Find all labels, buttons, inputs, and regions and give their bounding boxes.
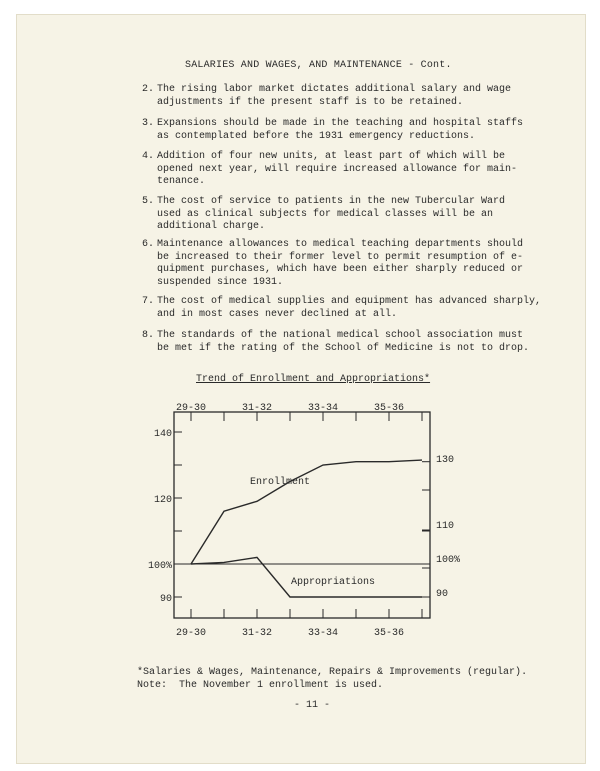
page-number: - 11 - [294,700,331,711]
enrollment-line [191,460,422,564]
bottom-tick-label: 33-34 [307,628,339,639]
chart-title: Trend of Enrollment and Appropriations* [196,374,431,385]
left-tick-label: 100% [147,561,172,572]
bottom-tick-label: 29-30 [175,628,207,639]
item-text: The rising labor market dictates additional salary and wage adjustments if the present staff is to be retained. [157,84,512,108]
item-text: The cost of medical supplies and equipment has advanced sharply, and in most cases never declined at all. [157,296,542,320]
right-tick-label: 90 [436,589,449,600]
right-tick-label: 110 [436,521,455,532]
item-text: Addition of four new units, at least part of which will be opened next year, will require increased allowance for main- tenance. [157,151,518,187]
right-tick-label: 130 [436,455,455,466]
appropriations-label: Appropriations [290,577,376,588]
top-tick-label: 29-30 [175,403,207,414]
item-text: The cost of service to patients in the new Tubercular Ward used as clinical subjects for medical classes will be an additional charge. [157,196,506,232]
top-tick-label: 35-36 [373,403,405,414]
enrollment-label: Enrollment [249,477,311,488]
bottom-tick-label: 31-32 [241,628,273,639]
right-tick-label: 100% [436,555,461,566]
item-number: 3. [142,118,155,129]
item-number: 7. [142,296,155,307]
left-tick-label: 140 [153,429,172,440]
item-number: 4. [142,151,155,162]
top-tick-label: 31-32 [241,403,273,414]
footnote: *Salaries & Wages, Maintenance, Repairs & Improvements (regular). Note: The November 1 enrollment is used. [137,667,528,691]
left-tick-label: 90 [159,594,172,605]
item-number: 5. [142,196,155,207]
page-heading: SALARIES AND WAGES, AND MAINTENANCE - Cont. [185,60,452,71]
item-number: 8. [142,330,155,341]
top-tick-label: 33-34 [307,403,339,414]
item-number: 2. [142,84,155,95]
bottom-tick-label: 35-36 [373,628,405,639]
item-text: Maintenance allowances to medical teaching departments should be increased to their former level to permit resumption of e- quipment purchases, which have been either sharply reduced or suspended since 1931. [157,239,524,288]
chart-labels [148,403,460,639]
item-text: The standards of the national medical school association must be met if the rating of the School of Medicine is not to drop. [157,330,530,354]
left-tick-label: 120 [153,495,172,506]
item-text: Expansions should be made in the teaching and hospital staffs as contemplated before the 1931 emergency reductions. [157,118,524,142]
item-number: 6. [142,239,155,250]
